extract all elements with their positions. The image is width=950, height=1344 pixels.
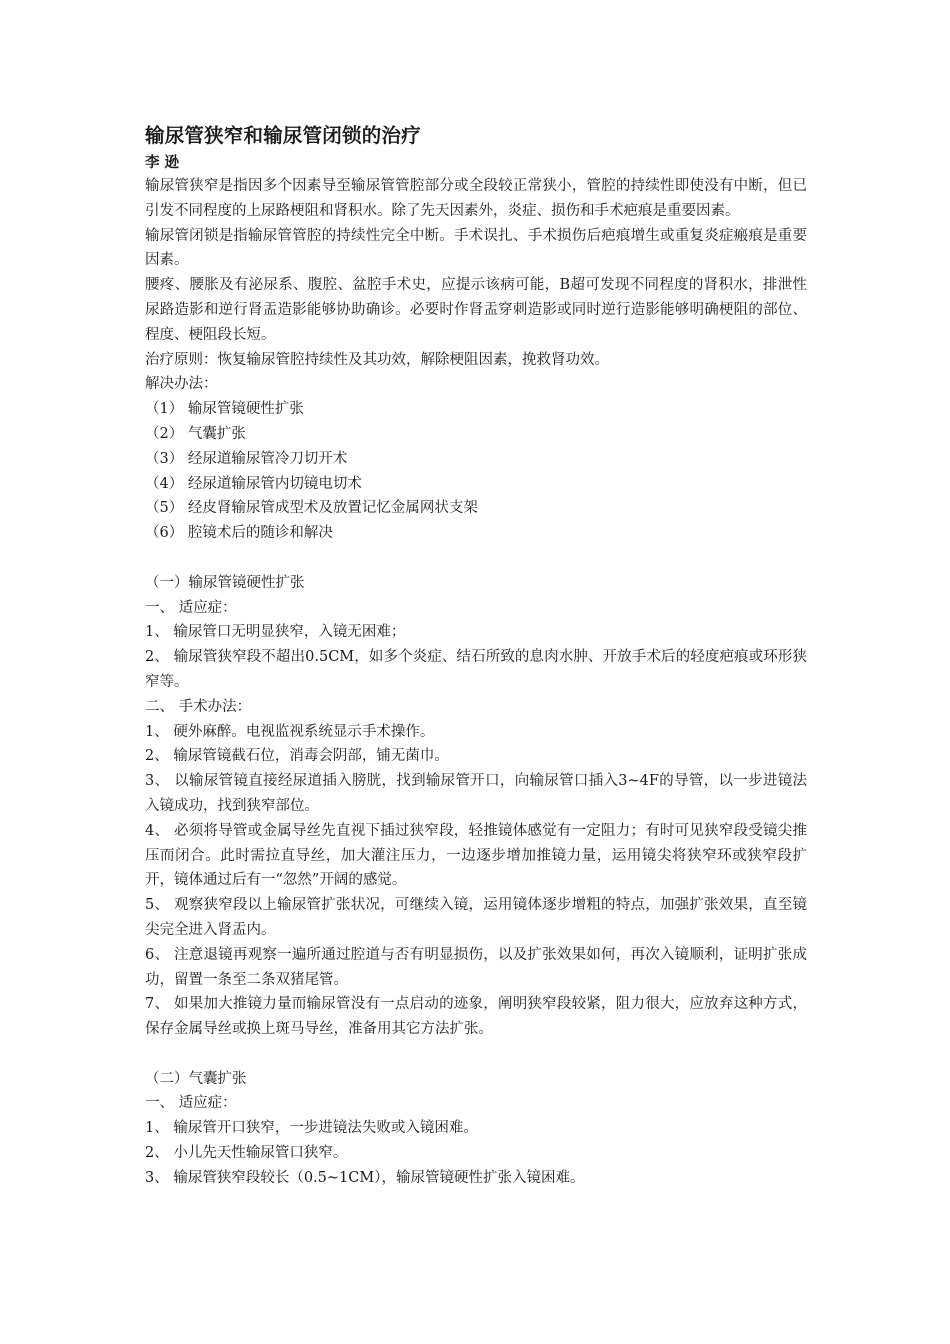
method-list-item: （2） 气囊扩张	[145, 425, 246, 442]
section1-procedure-item: 3、 以输尿管镜直接经尿道插入膀胱，找到输尿管开口，向输尿管口插入3~4F的导管，以一步进镜法入镜成功，找到狭窄部位。	[145, 773, 807, 814]
section1-procedure-item: 5、 观察狭窄段以上输尿管扩张状况，可继续入镜，运用镜体逐步增粗的特点，加强扩张效果，直至镜尖完全进入肾盂内。	[145, 897, 807, 938]
method-list-item: （4） 经尿道输尿管内切镜电切术	[145, 475, 362, 492]
section2-indication-heading: 一、 适应症：	[145, 1095, 237, 1112]
section2-indication-item: 1、 输尿管开口狭窄，一步进镜法失败或入镜困难。	[145, 1120, 478, 1137]
section2-heading: （二）气囊扩张	[145, 1070, 247, 1087]
author-name: 李 逊	[145, 155, 180, 171]
section1-indication-heading: 一、 适应症：	[145, 599, 237, 616]
section1-procedure-item: 6、 注意退镜再观察一遍所通过腔道与否有明显损伤，以及扩张效果如何，再次入镜顺利，证明扩张成功，留置一条至二条双猪尾管。	[145, 946, 807, 988]
intro-paragraph-atresia: 输尿管闭锁是指输尿管管腔的持续性完全中断。手术误扎、手术损伤后疤痕增生或重复炎症瘢痕是重要因素。	[145, 227, 807, 269]
section1-procedure-item: 1、 硬外麻醉。电视监视系统显示手术操作。	[145, 723, 435, 740]
document-title: 输尿管狭窄和输尿管闭锁的治疗	[145, 124, 421, 147]
document-page	[145, 120, 807, 1191]
section1-indication-item: 2、 输尿管狭窄段不超出0.5CM，如多个炎症、结石所致的息肉水肿、开放手术后的轻度疤痕或环形狭窄等。	[145, 649, 807, 690]
section2-indication-item: 3、 输尿管狭窄段较长（0.5~1CM），输尿管镜硬性扩张入镜困难。	[145, 1169, 585, 1186]
section1-procedure-item: 4、 必须将导管或金属导丝先直视下插过狭窄段，轻推镜体感觉有一定阻力；有时可见狭窄段受镜尖推压而闭合。此时需拉直导丝，加大灌注压力，一边逐步增加推镜力量，运用镜尖将狭窄环或狭窄段扩开，镜体通过后有一“忽然”开阔的感觉。	[145, 822, 807, 889]
section1-procedure-heading: 二、 手术办法：	[145, 698, 252, 715]
section1-procedure-item: 2、 输尿管镜截石位，消毒会阴部，铺无菌巾。	[145, 748, 449, 765]
blank-line	[145, 546, 807, 571]
method-list-item: （3） 经尿道输尿管冷刀切开术	[145, 450, 348, 467]
method-list-item: （5） 经皮肾输尿管成型术及放置记忆金属网状支架	[145, 500, 478, 517]
intro-paragraph-diagnosis: 腰疼、腰胀及有泌尿系、腹腔、盆腔手术史，应提示该病可能，B超可发现不同程度的肾积水，排泄性尿路造影和逆行肾盂造影能够协助确诊。必要时作肾盂穿刺造影或同时逆行造影能够明确梗阻的部位、程度、梗阻段长短。	[145, 277, 807, 343]
method-list-item: （6） 腔镜术后的随诊和解决	[145, 525, 333, 542]
intro-paragraph-stenosis: 输尿管狭窄是指因多个因素导至输尿管管腔部分或全段较正常狭小，管腔的持续性即使没有中断，但已引发不同程度的上尿路梗阻和肾积水。除了先天因素外，炎症、损伤和手术疤痕是重要因素。	[145, 178, 807, 219]
section1-procedure-item: 7、 如果加大推镜力量而输尿管没有一点启动的迹象，阐明狭窄段较紧，阻力很大，应放弃这种方式，保存金属导丝或换上斑马导丝，准备用其它方法扩张。	[145, 996, 807, 1038]
intro-paragraph-methods-label: 解决办法：	[145, 376, 218, 393]
blank-line	[145, 1042, 807, 1067]
section1-indication-item: 1、 输尿管口无明显狭窄，入镜无困难；	[145, 624, 406, 641]
method-list-item: （1） 输尿管镜硬性扩张	[145, 401, 304, 418]
intro-paragraph-principle: 治疗原则：恢复输尿管腔持续性及其功效，解除梗阻因素，挽救肾功效。	[145, 351, 609, 368]
section1-heading: （一）输尿管镜硬性扩张	[145, 574, 305, 591]
section2-indication-item: 2、 小儿先天性输尿管口狭窄。	[145, 1145, 348, 1162]
